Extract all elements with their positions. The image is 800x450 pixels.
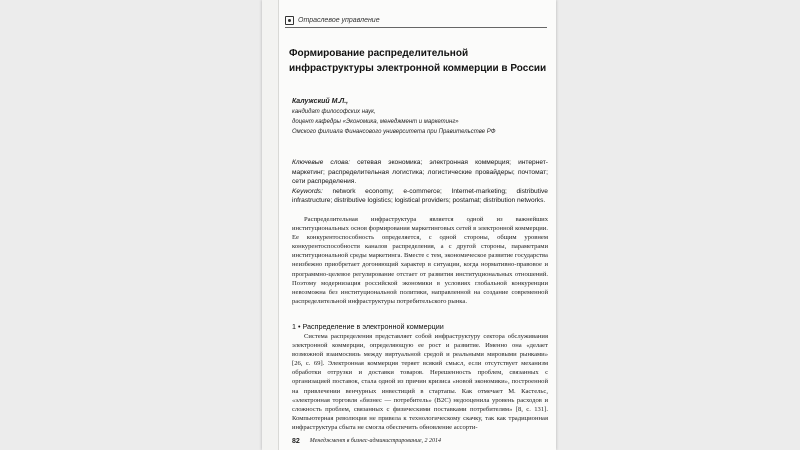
author-affiliation: Омского филиала Финансового университета при Правительстве РФ: [292, 129, 496, 135]
section-header: [285, 14, 547, 27]
author-degree: кандидат философских наук,: [292, 109, 376, 115]
keywords-ru-text: сетевая экономика; электронная коммерция; интернет-маркетинг; распределительная логистика; логистические провайдеры; почтомат; сети распределения.: [292, 159, 549, 186]
keywords-en: [292, 187, 548, 206]
section-square-icon: [285, 16, 294, 25]
author-position: доцент кафедры «Экономика, менеджмент и маркетинг»: [292, 119, 459, 125]
page-number: 82: [292, 438, 300, 445]
intro-paragraph: Распределительная инфраструктура является одной из важнейших институциональных основ формирования маркетинговых сетей в электронной коммерции. Ее конкурентоспособность определяется, с одной стороны, общим уровнем конкурентоспособности каналов распределения, а с другой стороны, параметрами институциональной среды маркетинга. Вместе с тем, экономическое развитие государства неизбежно приобретает догоняющий характер в ситуации, когда нормативно-правовое и программно-целевое регулирование отстает от развития институциональных отношений. Поэтому модернизация российской экономики в условиях глобальной конкуренции невозможна без институциональной политики, направленной на создание современной распределительной инфраструктуры потребительского рынка.: [292, 216, 548, 305]
journal-page: [262, 0, 556, 450]
keywords-en-text: network economy; e-commerce; Internet-marketing; distributive infrastructure; distributive logistics; logistical providers; postamat; distribution networks.: [292, 187, 548, 205]
keywords-en-label: Keywords:: [292, 187, 323, 195]
keywords-ru-label: Ключевые слова:: [292, 159, 350, 166]
section-paragraph: Система распределения представляет собой инфраструктуру сектора обслуживания электронной коммерции, определяющую ее рост и развитие. Именно она «делает возможной взаимосвязь между виртуальной средой и реальными мировыми рынками» [26, с. 69]. Электронная коммерция теряет всякий смысл, если отсутствует механизм обработки отгрузки и доставки товаров. Нерешенность проблем, связанных с организацией поставок, стала одной из причин кризиса «новой экономики», построенной на привлечении венчурных инвестиций в стартапы. Как отмечает М. Кастельс, «электронная торговля «бизнес — потребитель» (B2C) недооценила уровень расходов и сложность проблем, связанных с физическими поставками потребителям» [8, с. 131]. Компьютерная революция не привела к технологическому скачку, так как традиционная инфраструктура сбыта не смогла обеспечить обновление ассорти-: [292, 333, 548, 431]
journal-name: Менеджмент в бизнес-администрирование, 2 2014: [309, 438, 442, 444]
intro-text: [292, 215, 548, 306]
author-block: [292, 97, 547, 137]
section-heading: 1 • Распределение в электронной коммерции: [292, 322, 444, 331]
section-text: [292, 332, 548, 432]
page-binding-strip: [262, 0, 279, 450]
page-footer: [292, 438, 548, 445]
header-divider: [285, 27, 547, 28]
keywords-block: [292, 158, 548, 206]
author-name: Калужский М.Л.,: [292, 98, 349, 105]
article-title: Формирование распределительной инфраструктуры электронной коммерции в России: [289, 48, 547, 74]
section-label: Отраслевое управление: [298, 17, 380, 24]
keywords-ru: [292, 158, 548, 187]
